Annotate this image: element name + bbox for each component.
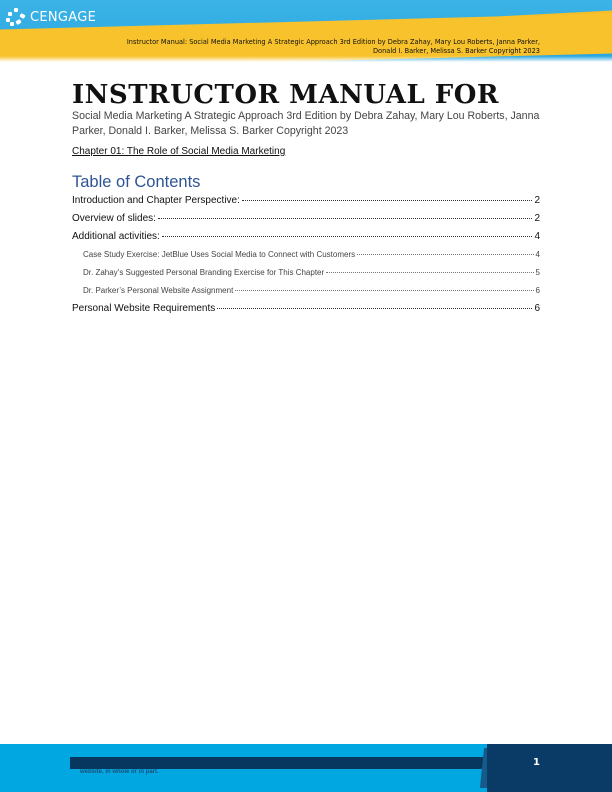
toc-entry-personal-website-assignment[interactable] — [72, 284, 540, 302]
document-title: INSTRUCTOR MANUAL FOR — [72, 80, 499, 110]
running-header — [80, 38, 540, 56]
toc-leader-dots — [235, 284, 533, 291]
footer-dark-block — [487, 744, 612, 792]
toc-entry-label: Case Study Exercise: JetBlue Uses Social Media to Connect with Customers — [83, 250, 356, 259]
toc-leader-dots — [326, 266, 533, 273]
toc-leader-dots — [158, 212, 533, 219]
footer-banner — [0, 744, 612, 792]
toc-entry-case-study-jetblue[interactable] — [72, 248, 540, 266]
cengage-logo-icon — [6, 8, 26, 26]
toc-entry-page: 2 — [534, 195, 540, 206]
toc-entry-additional-activities[interactable] — [72, 230, 540, 248]
toc-entry-page: 5 — [535, 268, 540, 277]
toc-leader-dots — [217, 302, 532, 309]
footer-text: website, in whole or in part. — [80, 769, 159, 775]
toc-entry-personal-website-requirements[interactable] — [72, 302, 540, 320]
toc-entry-label: Introduction and Chapter Perspective: — [72, 195, 240, 206]
toc-entry-page: 2 — [534, 213, 540, 224]
toc-entry-page: 4 — [535, 250, 540, 259]
toc-entry-page: 6 — [534, 303, 540, 314]
toc-entry-page: 6 — [535, 286, 540, 295]
toc-leader-dots — [242, 194, 533, 201]
toc-entry-label: Dr. Parker’s Personal Website Assignment — [83, 286, 234, 295]
toc-leader-dots — [162, 230, 533, 237]
cengage-logo — [6, 8, 96, 26]
running-header-line-2: Donald I. Barker, Melissa S. Barker Copyright 2023 — [372, 47, 540, 55]
chapter-heading: Chapter 01: The Role of Social Media Marketing — [72, 146, 286, 157]
header-fade — [0, 56, 612, 62]
toc-entry-overview-of-slides[interactable] — [72, 212, 540, 230]
toc-entry-label: Additional activities: — [72, 231, 160, 242]
toc-entry-introduction[interactable] — [72, 194, 540, 212]
footer-dark-bar — [70, 757, 490, 769]
running-header-line-1: Instructor Manual: Social Media Marketing A Strategic Approach 3rd Edition by Debra Zahay, Mary Lou Roberts, Janna Parker, — [126, 38, 540, 46]
toc-heading: Table of Contents — [72, 173, 201, 191]
toc-leader-dots — [357, 248, 533, 255]
toc-entry-label: Dr. Zahay’s Suggested Personal Branding Exercise for This Chapter — [83, 268, 325, 277]
header-banner — [0, 0, 612, 62]
toc-entry-label: Personal Website Requirements — [72, 303, 216, 314]
toc-entry-page: 4 — [534, 231, 540, 242]
logo-text: CENGAGE — [30, 9, 97, 25]
toc-entry-label: Overview of slides: — [72, 213, 156, 224]
page-number: 1 — [533, 757, 540, 768]
table-of-contents — [72, 194, 540, 320]
toc-entry-personal-branding-exercise[interactable] — [72, 266, 540, 284]
document-subtitle: Social Media Marketing A Strategic Approach 3rd Edition by Debra Zahay, Mary Lou Roberts, Janna Parker, Donald I. Barker, Melissa S. Barker Copyright 2023 — [72, 110, 540, 137]
